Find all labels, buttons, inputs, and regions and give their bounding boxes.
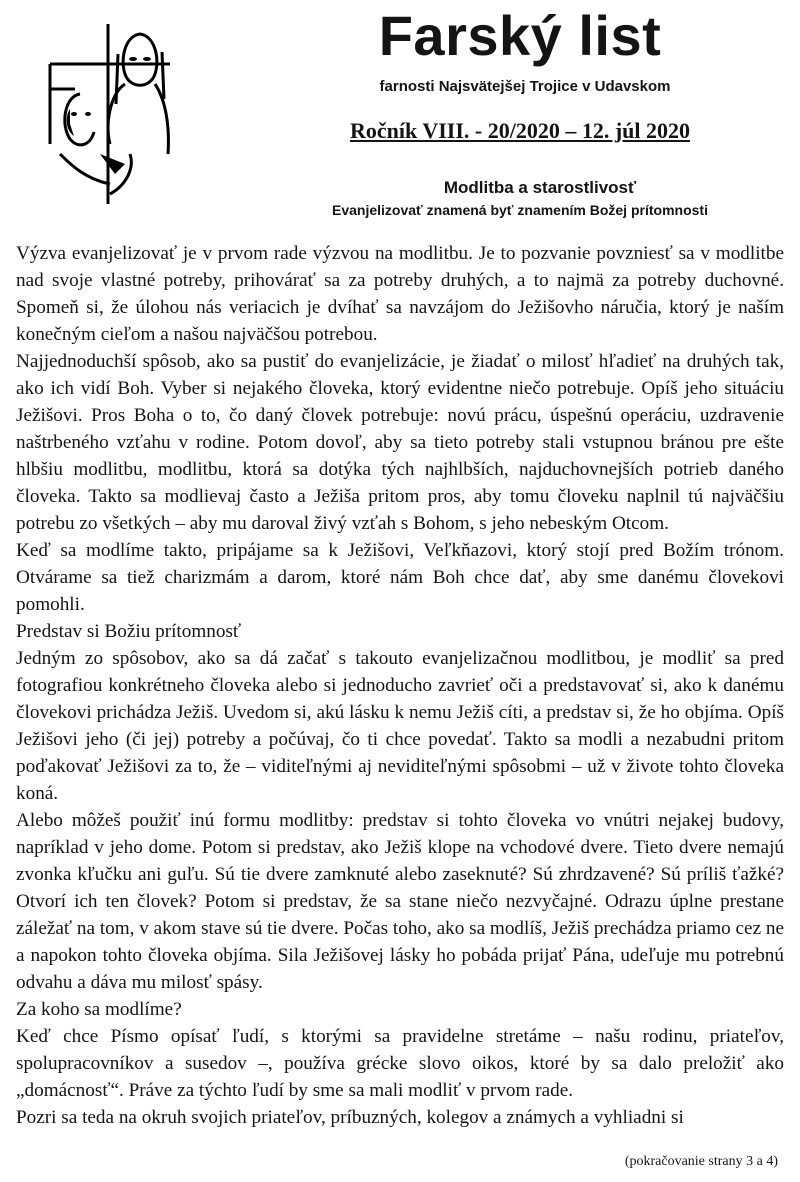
parish-name: farnosti Najsvätejšej Trojice v Udavskom bbox=[379, 78, 671, 95]
paragraph: Pozri sa teda na okruh svojich priateľov, príbuzných, kolegov a známych a vyhliadni si bbox=[16, 1107, 684, 1128]
paragraph: Keď sa modlíme takto, pripájame sa k Ježišovi, Veľkňazovi, ktorý stojí pred Božím trónom. Otvárame sa tiež charizmám a darom, ktoré nám Boh chce dať, aby sme danému človekovi pomohli. bbox=[16, 540, 784, 615]
paragraph: Keď chce Písmo opísať ľudí, s ktorými sa pravidelne stretáme – našu rodinu, priateľov, spolupracovníkov a susedov –, používa grécke slovo oikos, ktoré by sa dalo preložiť ako „domácnosť“. Práve za týchto ľudí by sme sa mali modliť v prvom rade. bbox=[16, 1026, 784, 1101]
section-heading: Predstav si Božiu prítomnosť bbox=[16, 621, 242, 642]
article-title: Modlitba a starostlivosť bbox=[443, 178, 637, 197]
issue-line: Ročník VIII. - 20/2020 – 12. júl 2020 bbox=[349, 118, 691, 143]
continuation-note: (pokračovanie strany 3 a 4) bbox=[624, 1154, 778, 1169]
paragraph: Jedným zo spôsobov, ako sa dá začať s takouto evanjelizačnou modlitbou, je modliť sa pred fotografiou konkrétneho človeka alebo si jednoducho zavrieť oči a predstavovať si, ako k danému človekovi prichádza Ježiš. Uvedom si, akú lásku k nemu Ježiš cíti, a predstav si, že ho objíma. Opíš Ježišovi jeho (či jej) potreby a počúvaj, čo ti chce povedať. Takto sa modli a nezabudni pritom poďakovať Ježišovi za to, že – viditeľnými aj neviditeľnými spôsobmi – už v živote tohto človeka koná. bbox=[16, 648, 784, 804]
article-body bbox=[16, 240, 784, 1131]
paragraph: Najjednoduchší spôsob, ako sa pustiť do evanjelizácie, je žiadať o milosť hľadieť na druhých tak, ako ich vidí Boh. Vyber si nejakého človeka, ktorý evidentne niečo potrebuje. Opíš jeho situáciu Ježišovi. Pros Boha o to, čo daný človek potrebuje: novú prácu, úspešnú operáciu, uzdravenie naštrbeného vzťahu v rodine. Potom dovoľ, aby sa tieto potreby stali vstupnou bránou pre ešte hlbšiu modlitbu, modlitbu, ktorá sa dotýka tých najhlbších, najduchovnejších potrieb daného človeka. Takto sa modlievaj často a Ježiša pritom pros, aby tomu človeku naplnil tú najväčšiu potrebu zo všetkých – aby mu daroval živý vzťah s Bohom, s jeho nebeským Otcom. bbox=[16, 351, 784, 534]
christ-emblem-logo bbox=[30, 14, 180, 204]
paragraph: Výzva evanjelizovať je v prvom rade výzvou na modlitbu. Je to pozvanie povzniesť sa v modlitbe nad svoje vlastné potreby, prihovárať sa za potreby druhých, a to najmä za potreby duchovné. Spomeň si, že úlohou nás veriacich je dvíhať sa navzájom do Ježišovho náručia, ktorý je naším konečným cieľom a našou najväčšou potrebou. bbox=[16, 243, 784, 345]
newsletter-title: Farský list bbox=[378, 4, 662, 67]
paragraph: Alebo môžeš použiť inú formu modlitby: predstav si tohto človeka vo vnútri nejakej budovy, napríklad v jeho dome. Potom si predstav, ako Ježiš klope na vchodové dvere. Tieto dvere nemajú zvonka kľučku ani guľu. Sú tie dvere zamknuté alebo zaseknuté? Sú zhrdzavené? Sú príliš ťažké? Otvorí ich ten človek? Potom si predstav, že sa stane niečo nezvyčajné. Odrazu úplne prestane záležať na tom, v akom stave sú tie dvere. Počas toho, ako sa modlíš, Ježiš prechádza priamo cez ne a napokon tohto človeka objíma. Sila Ježišovej lásky ho pobáda prijať Pána, udeľuje mu potrebnú odvahu a dáva mu milosť spásy. bbox=[16, 810, 784, 993]
article-subtitle: Evanjelizovať znamená byť znamením Božej prítomnosti bbox=[332, 202, 708, 218]
section-heading: Za koho sa modlíme? bbox=[16, 999, 182, 1020]
